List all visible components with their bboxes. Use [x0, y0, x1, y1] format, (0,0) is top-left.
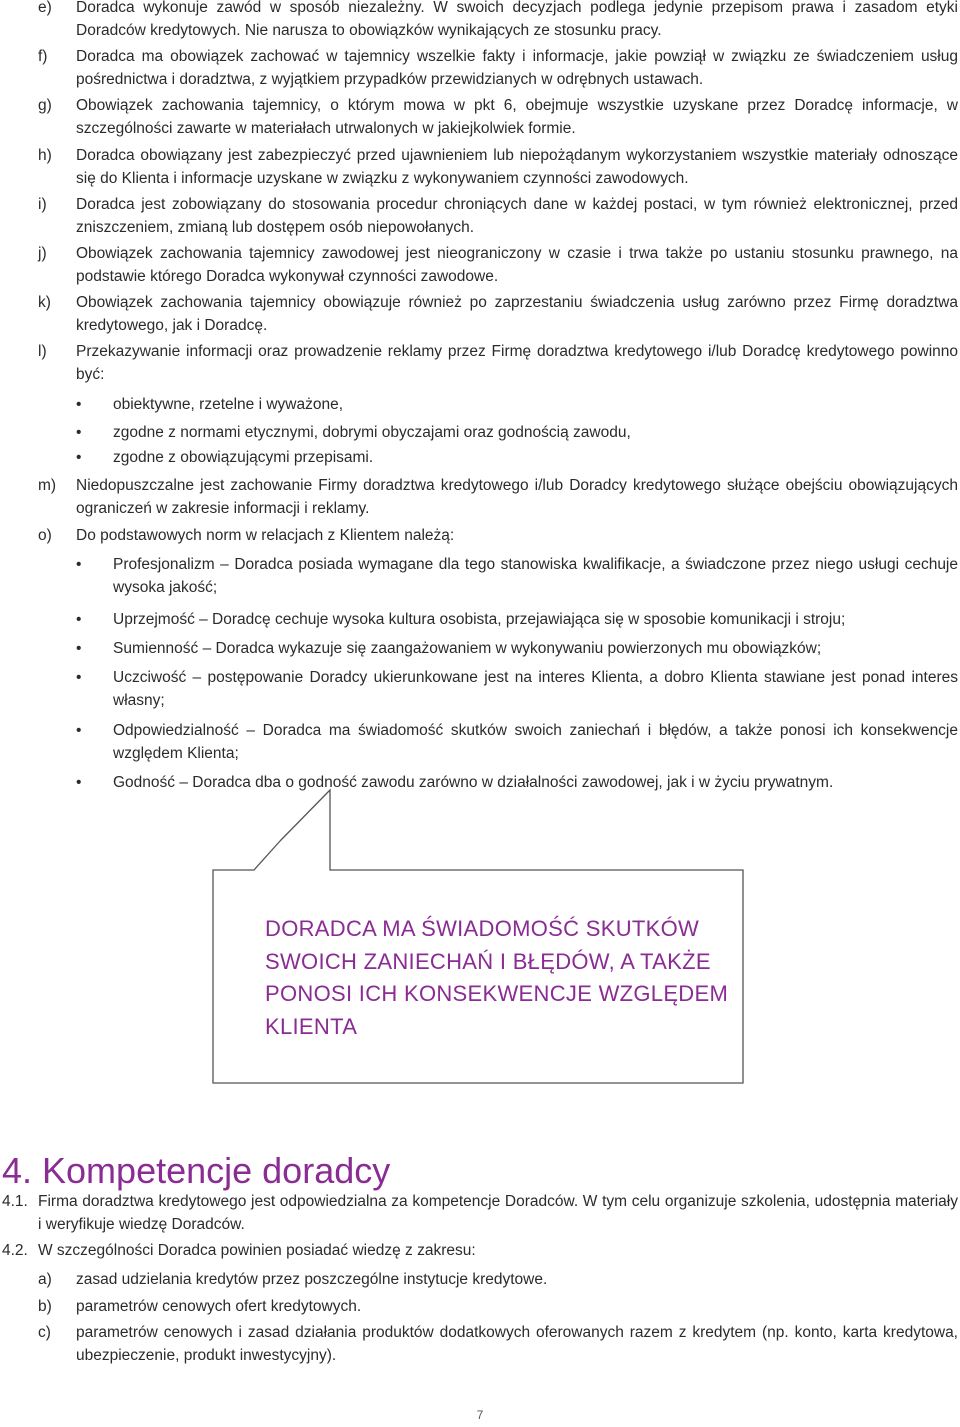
item-text: Obowiązek zachowania tajemnicy zawodowej jest nieograniczony w czasie i trwa także po ustaniu stosunku prawnego, na podstawie którego Doradca wykonywał czynności zawodowe. [76, 245, 958, 285]
sub-item-text: parametrów cenowych i zasad działania produktów dodatkowych oferowanych razem z kredytem (np. konto, karta kredytowa, ubezpieczenie, produkt inwestycyjny). [76, 1324, 958, 1364]
bullet-text: zgodne z obowiązującymi przepisami. [113, 449, 374, 466]
item-text: Doradca ma obowiązek zachować w tajemnicy wszelkie fakty i informacje, jakie powziął w związku ze świadczeniem usług pośrednictwa i doradztwa, z wyjątkiem przypadków przewidzianych w odrębnych ustawach. [76, 48, 958, 88]
sub-item-label: a) [38, 1271, 52, 1288]
item-text: Do podstawowych norm w relacjach z Klientem należą: [76, 527, 455, 544]
item-label: i) [38, 196, 47, 213]
bullet-icon: • [76, 556, 82, 573]
norm-description: – Doradca posiada wymagane dla tego stanowiska kwalifikacje, a świadczone przez niego usługi cechuje wysoka jakość; [113, 556, 958, 596]
item-text: Obowiązek zachowania tajemnicy obowiązuje również po zaprzestaniu świadczenia usług zarówno przez Firmę doradztwa kredytowego, jak i Doradcę. [76, 294, 958, 334]
item-text: Obowiązek zachowania tajemnicy, o którym mowa w pkt 6, obejmuje wszystkie uzyskane przez Doradcę informacje, w szczególności zawarte w materiałach utrwalonych w jakiejkolwiek formie. [76, 97, 958, 137]
bullet-icon: • [76, 640, 82, 657]
item-label: m) [38, 477, 57, 494]
bullet-text: zgodne z normami etycznymi, dobrymi obyczajami oraz godnością zawodu, [113, 424, 631, 441]
bullet-icon: • [76, 669, 82, 686]
bullet-icon: • [76, 396, 82, 413]
bullet-text: obiektywne, rzetelne i wyważone, [113, 396, 344, 413]
item-text: Niedopuszczalne jest zachowanie Firmy doradztwa kredytowego i/lub Doradcy kredytowego służące obejściu obowiązujących ograniczeń w zakresie informacji i reklamy. [76, 477, 958, 517]
item-text: Doradca jest zobowiązany do stosowania procedur chroniących dane w każdej postaci, w tym również elektronicznej, przed zniszczeniem, zmianą lub dostępem osób niepowołanych. [76, 196, 958, 236]
bullet-icon: • [76, 424, 82, 441]
page-number: 7 [476, 1408, 484, 1422]
sub-item-text: zasad udzielania kredytów przez poszczególne instytucje kredytowe. [76, 1271, 548, 1288]
norm-description: – Doradca dba o godność zawodu zarówno w działalności zawodowej, jak i w życiu prywatnym. [175, 774, 834, 791]
bullet-icon: • [76, 722, 82, 739]
norm-description: – postępowanie Doradcy ukierunkowane jest na interes Klienta, a dobro Klienta stawiane jest ponad interes własny; [113, 669, 958, 709]
item-label: o) [38, 527, 52, 544]
bullet-icon: • [76, 449, 82, 466]
sub-item-label: b) [38, 1298, 52, 1315]
item-label: l) [38, 343, 47, 360]
norm-description: – Doradcę cechuje wysoka kultura osobista, przejawiająca się w sposobie komunikacji i stroju; [194, 611, 846, 628]
item-label: e) [38, 0, 52, 16]
item-label: f) [38, 48, 48, 65]
item-text: Doradca wykonuje zawód w sposób niezależny. W swoich decyzjach podlega jedynie przepisom prawa i zasadom etyki Doradców kredytowych. Nie narusza to obowiązków wynikających ze stosunku pracy. [76, 0, 958, 39]
sub-item-text: parametrów cenowych ofert kredytowych. [76, 1298, 362, 1315]
norm-term: Sumienność [113, 640, 199, 657]
norm-term: Uprzejmość [113, 611, 195, 628]
item-label: j) [38, 245, 47, 262]
item-text: Przekazywanie informacji oraz prowadzenie reklamy przez Firmę doradztwa kredytowego i/lub Doradcę kredytowego powinno być: [76, 343, 958, 383]
pull-quote: DORADCA MA ŚWIADOMOŚĆ SKUTKÓW SWOICH ZANIECHAŃ I BŁĘDÓW, A TAKŻE PONOSI ICH KONSEKWENCJE WZGLĘDEM KLIENTA [265, 916, 729, 1039]
norm-description: – Doradca ma świadomość skutków swoich zaniechań i błędów, a także ponosi ich konsekwencje względem Klienta; [113, 722, 958, 762]
section-text: Firma doradztwa kredytowego jest odpowiedzialna za kompetencje Doradców. W tym celu organizuje szkolenia, udostępnia materiały i weryfikuje wiedzę Doradców. [38, 1193, 958, 1233]
norm-term: Profesjonalizm [113, 556, 215, 573]
section-number: 4.1. [2, 1193, 28, 1210]
section-heading: 4. Kompetencje doradcy [2, 1149, 391, 1191]
item-label: k) [38, 294, 51, 311]
section-text: W szczególności Doradca powinien posiadać wiedzę z zakresu: [38, 1242, 476, 1259]
item-text: Doradca obowiązany jest zabezpieczyć przed ujawnieniem lub niepożądanym wykorzystaniem wszystkie materiały odnoszące się do Klienta i informacje uzyskane w związku z wykonywaniem czynności zawodowych. [76, 147, 958, 187]
bullet-icon: • [76, 774, 82, 791]
norm-term: Odpowiedzialność [113, 722, 239, 739]
norm-description: – Doradca wykazuje się zaangażowaniem w wykonywaniu powierzonych mu obowiązków; [198, 640, 822, 657]
bullet-icon: • [76, 611, 82, 628]
item-label: g) [38, 97, 52, 114]
norm-term: Uczciwość [113, 669, 187, 686]
section-number: 4.2. [2, 1242, 28, 1259]
item-label: h) [38, 147, 52, 164]
sub-item-label: c) [38, 1324, 51, 1341]
norm-term: Godność [113, 774, 176, 791]
